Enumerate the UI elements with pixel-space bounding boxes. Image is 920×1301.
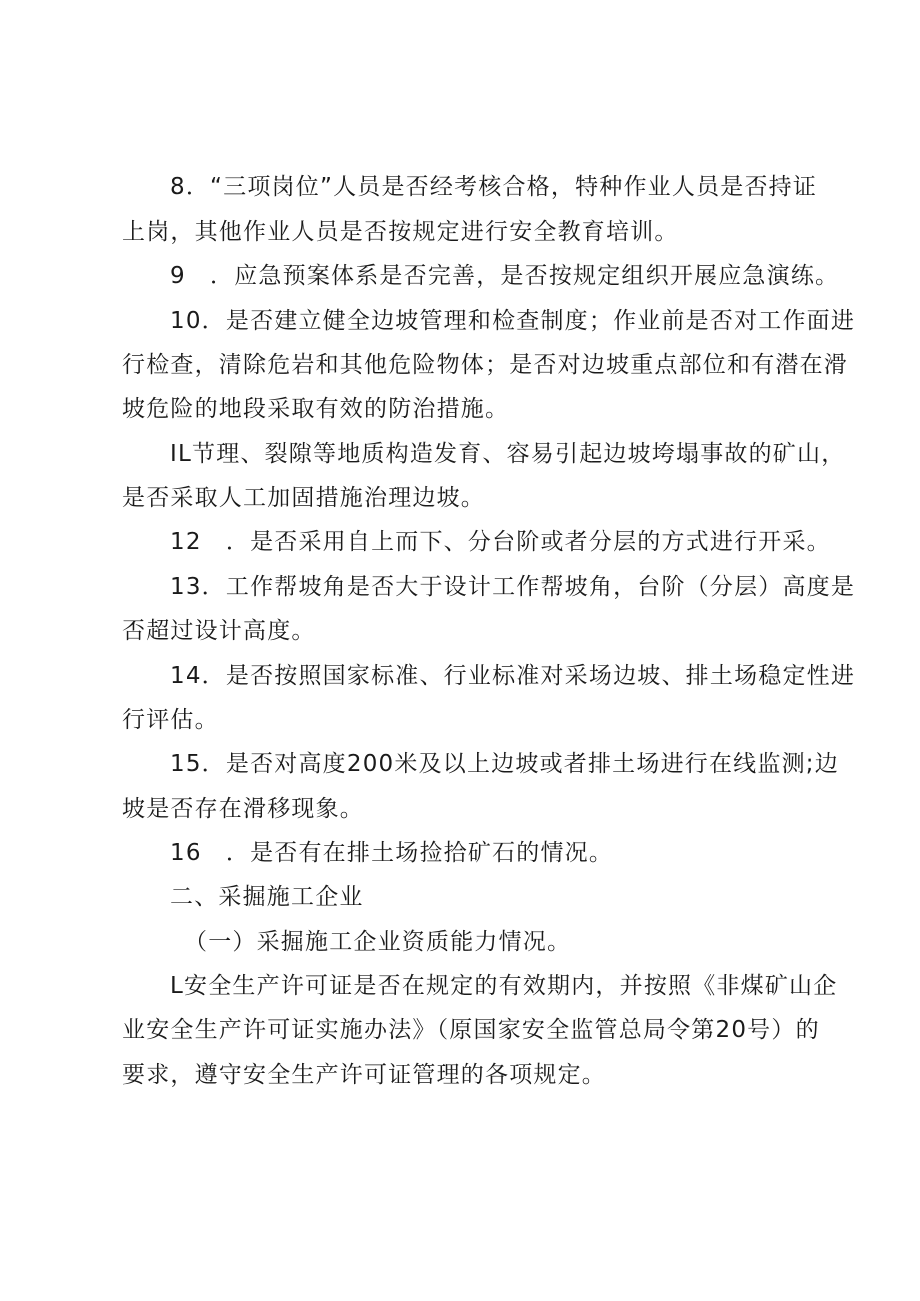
- text-line: 是否采取人工加固措施治理边坡。: [122, 485, 485, 511]
- text-line: 15．是否对高度200米及以上边坡或者排土场进行在线监测;边: [170, 751, 839, 777]
- subsection-heading: （一）采掘施工企业资质能力情况。: [184, 929, 572, 955]
- text-line: 坡危险的地段采取有效的防治措施。: [122, 396, 510, 422]
- text-line: 否超过设计高度。: [122, 618, 316, 644]
- text-line: 坡是否存在滑移现象。: [122, 796, 364, 822]
- text-line: 行评估。: [122, 707, 219, 733]
- text-line: 10．是否建立健全边坡管理和检查制度；作业前是否对工作面进: [170, 308, 856, 334]
- text-line: 业安全生产许可证实施办法》（原国家安全监管总局令第20号）的: [122, 1017, 820, 1043]
- text-line: 13．工作帮坡角是否大于设计工作帮坡角，台阶（分层）高度是: [170, 574, 856, 600]
- text-line: 14．是否按照国家标准、行业标准对采场边坡、排土场稳定性进: [170, 663, 856, 689]
- text-line: 8．“三项岗位”人员是否经考核合格，特种作业人员是否持证: [170, 174, 818, 200]
- text-line: 12 ．是否采用自上而下、分台阶或者分层的方式进行开采。: [170, 529, 831, 555]
- text-line: 要求，遵守安全生产许可证管理的各项规定。: [122, 1062, 606, 1088]
- section-heading: 二、采掘施工企业: [170, 884, 364, 910]
- text-line: IL节理、裂隙等地质构造发育、容易引起边坡垮塌事故的矿山，: [170, 441, 846, 467]
- text-line: 9 ．应急预案体系是否完善，是否按规定组织开展应急演练。: [170, 263, 840, 289]
- text-line: L安全生产许可证是否在规定的有效期内，并按照《非煤矿山企: [170, 973, 838, 999]
- text-line: 上岗，其他作业人员是否按规定进行安全教育培训。: [122, 219, 679, 245]
- text-line: 16 ．是否有在排土场捡拾矿石的情况。: [170, 840, 614, 866]
- text-line: 行检查，清除危岩和其他危险物体；是否对边坡重点部位和有潜在滑: [122, 352, 848, 378]
